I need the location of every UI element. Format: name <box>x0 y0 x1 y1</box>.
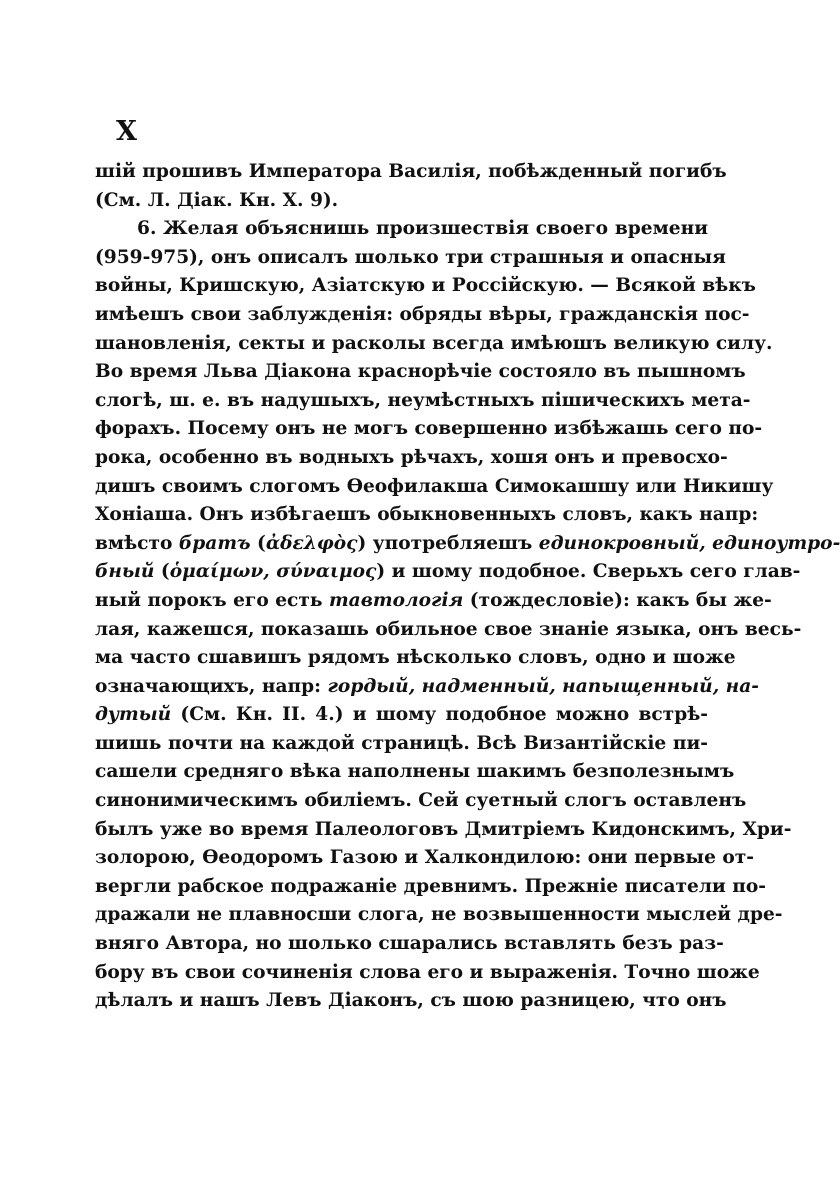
text-segment: ) употребляешъ <box>357 532 539 554</box>
text-segment: ный порокъ его есть <box>95 589 329 611</box>
text-line: золорою, Ѳеодоромъ Газою и Халкондилою: они первые от- <box>95 847 755 869</box>
text-line: лая, кажешся, показашь обильное свое знаніе языка, онъ весь- <box>95 618 802 640</box>
text-line: шановленія, секты и расколы всегда имѣюшъ великую силу. <box>95 332 773 354</box>
italic-segment: братъ <box>178 532 251 554</box>
text-segment: вмѣсто <box>95 532 179 554</box>
text-segment: (тождесловіе): какъ бы же- <box>463 589 772 611</box>
text-segment: ( <box>250 532 266 554</box>
text-line: бору въ свои сочиненія слова его и выраженія. Точно шоже <box>95 961 760 983</box>
text-line: вняго Автора, но шолько сшарались вставлять безъ раз- <box>95 933 724 955</box>
italic-segment: ὁμαίμων, σύναιμος <box>169 561 377 583</box>
text-line: сашели средняго вѣка наполнены шакимъ безполезнымъ <box>95 761 735 783</box>
text-segment: ( <box>154 561 170 583</box>
text-line <box>95 558 801 587</box>
text-line: дишъ своимъ слогомъ Ѳеофилакша Симокашшу или Никишу <box>95 475 774 497</box>
body-text <box>95 158 840 1016</box>
italic-segment: бный <box>95 561 155 583</box>
text-line: шій прошивъ Императора Василія, побѣжденный погибъ <box>95 161 727 182</box>
text-line: слогѣ, ш. е. въ надушыхъ, неумѣстныхъ пішическихъ мета- <box>95 389 751 411</box>
italic-segment: ἀδελφὸς <box>265 532 358 554</box>
text-line <box>95 701 708 730</box>
text-line: Во время Льва Діакона краснорѣчіе состояло въ пышномъ <box>95 361 746 383</box>
text-line: войны, Кришскую, Азіатскую и Россійскую. — Всякой вѣкъ <box>95 275 756 297</box>
text-line <box>95 530 840 559</box>
text-line: дѣлалъ и нашъ Левъ Діаконъ, съ шою разницею, что онъ <box>95 990 727 1012</box>
text-line: (959-975), онъ описалъ шолько три страшныя и опасныя <box>95 246 726 268</box>
page-number: X <box>116 116 138 147</box>
text-line: ма часто сшавишъ рядомъ нѣсколько словъ, одно и шоже <box>95 647 736 669</box>
text-line: рока, особенно въ водныхъ рѣчахъ, хошя онъ и превосхо- <box>95 446 728 468</box>
text-line: былъ уже во время Палеологовъ Дмитріемъ Кидонскимъ, Хри- <box>95 818 792 840</box>
text-line: синонимическимъ обиліемъ. Сей суетный слогъ оставленъ <box>95 790 747 812</box>
italic-segment: единокровный, единоутро- <box>538 532 840 554</box>
text-line: имѣешъ свои заблужденія: обряды вѣры, гражданскія пос- <box>95 303 750 325</box>
italic-segment: дутый <box>95 704 172 726</box>
text-segment: ) и шому подобное. Сверьхъ сего глав- <box>376 561 801 583</box>
text-line: форахъ. Посему онъ не могъ совершенно избѣжашь сего по- <box>95 418 763 440</box>
text-line <box>95 673 759 702</box>
text-line: (См. Л. Діак. Кн. X. 9). <box>95 189 339 211</box>
italic-segment: гордый, надменный, напыщенный, на- <box>327 675 759 697</box>
text-line: вергли рабское подражаніе древнимъ. Прежніе писатели по- <box>95 875 766 897</box>
text-segment: означающихъ, напр: <box>95 675 328 697</box>
text-segment: (См. Кн. II. 4.) и шому подобное можно встрѣ- <box>171 704 708 726</box>
text-line: Хоніаша. Онъ избѣгаешъ обыкновенныхъ словъ, какъ напр: <box>95 504 759 526</box>
text-line: шишь почти на каждой страницѣ. Всѣ Византійскіе пи- <box>95 732 708 754</box>
text-line: 6. Желая объяснишь произшествія своего времени <box>137 218 708 240</box>
text-line: дражали не плавносши слога, не возвышенности мыслей дре- <box>95 904 783 926</box>
italic-segment: тавтологія <box>328 589 464 611</box>
text-line <box>95 587 772 616</box>
